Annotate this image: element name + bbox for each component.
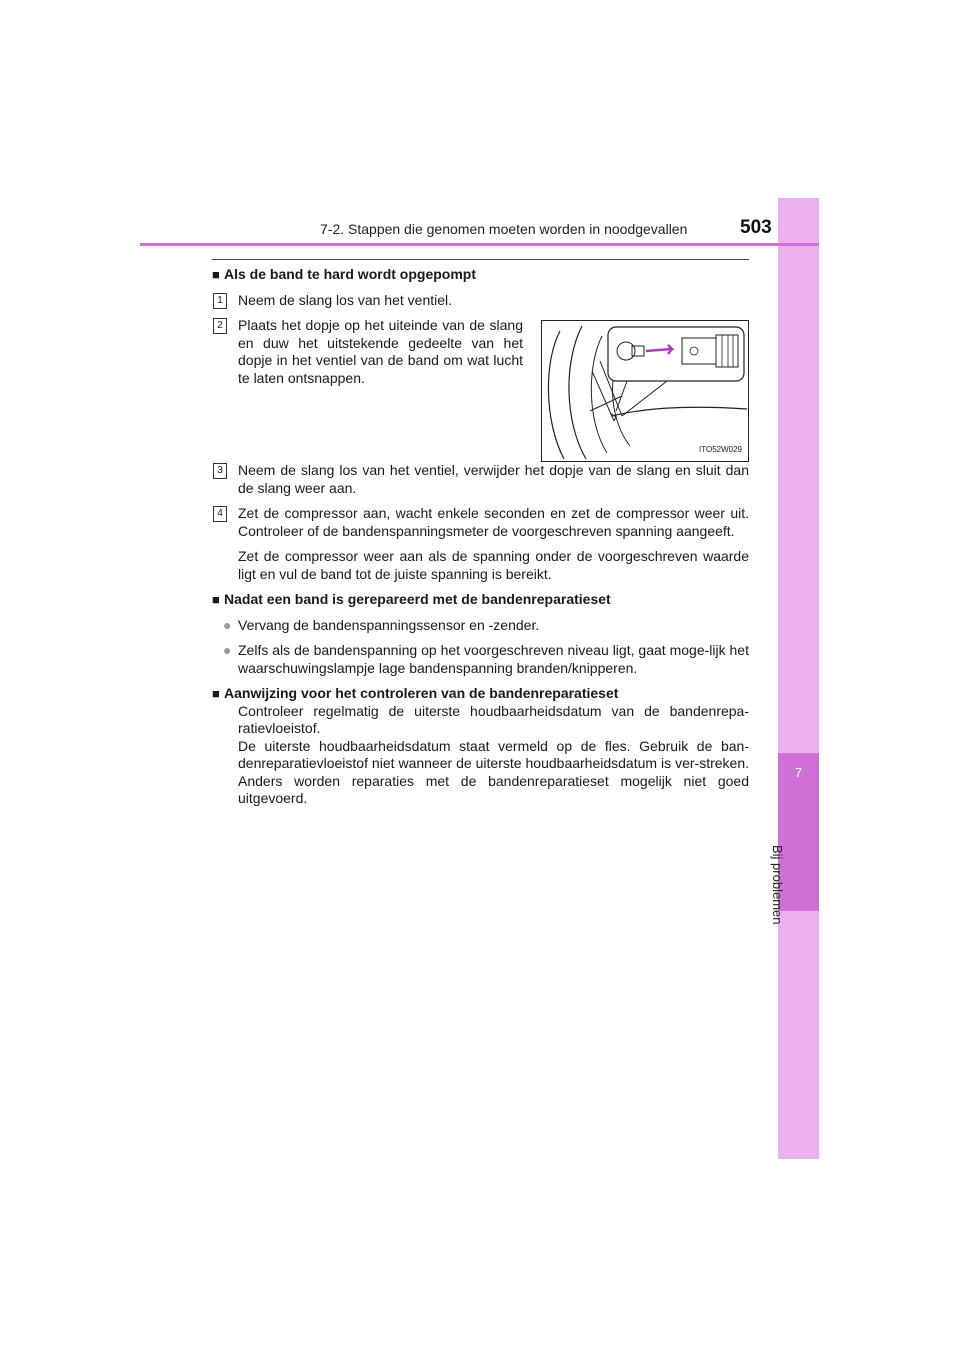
chapter-title: Bij problemen	[770, 845, 785, 925]
bullet-marker: ●	[223, 642, 232, 658]
step-text: Zet de compressor aan, wacht enkele seconden en zet de compressor weer uit. Controleer of de bandenspanningsmeter de voorgeschreven spanning aangeeft.	[238, 505, 749, 539]
step-4-extra: Zet de compressor weer aan als de spanning onder de voorgeschreven waarde ligt en vul de band tot de juiste spanning is bereikt.	[238, 548, 749, 582]
bullet-text: Zelfs als de bandenspanning op het voorgeschreven niveau ligt, gaat moge-lijk het waarschuwingslampje lage bandenspanning branden/knipperen.	[238, 642, 749, 676]
heading-marker: ■	[212, 267, 220, 282]
step-3	[212, 462, 749, 497]
step-text: Neem de slang los van het ventiel, verwijder het dopje van de slang en sluit dan de slang weer aan.	[238, 462, 749, 496]
heading-marker: ■	[212, 592, 220, 607]
check-kit-paragraph-1: Controleer regelmatig de uiterste houdbaarheidsdatum van de bandenrepa-ratievloeistof.	[238, 702, 749, 736]
step-number-badge: 2	[213, 318, 227, 334]
step-number-badge: 1	[213, 293, 227, 309]
page-content	[212, 266, 749, 816]
step-4	[212, 505, 749, 540]
step-number-badge: 3	[213, 463, 227, 479]
bullet-text: Vervang de bandenspanningssensor en -zender.	[238, 616, 540, 633]
figure-code: ITO52W029	[699, 444, 742, 454]
heading-text: Aanwijzing voor het controleren van de bandenreparatieset	[224, 685, 619, 701]
check-kit-paragraph-2: De uiterste houdbaarheidsdatum staat vermeld op de fles. Gebruik de ban-denreparatievloeistof niet wanneer de uiterste houdbaarheidsdatum is ver-streken. Anders worden reparaties met de bandenreparatieset mogelijk niet goed uitgevoerd.	[238, 737, 749, 806]
chapter-tab-bottom	[778, 911, 819, 1159]
section-heading-check-kit	[212, 685, 749, 703]
step-2-row	[212, 317, 749, 462]
header-divider	[140, 243, 819, 246]
step-text: Plaats het dopje op het uiteinde van de slang en duw het uitstekende gedeelte van het dopje in het ventiel van de band om wat lucht te laten ontsnappen.	[238, 317, 523, 386]
heading-text: Als de band te hard wordt opgepompt	[224, 266, 476, 282]
page-number: 503	[740, 217, 772, 238]
chapter-number: 7	[794, 765, 803, 780]
valve-illustration	[541, 320, 749, 462]
step-text: Neem de slang los van het ventiel.	[238, 291, 453, 308]
step-number-badge: 4	[213, 506, 227, 522]
bullet-marker: ●	[223, 616, 232, 633]
step-1	[212, 292, 749, 310]
bullet-item	[212, 642, 749, 677]
section-title: 7-2. Stappen die genomen moeten worden in noodgevallen	[320, 221, 688, 237]
heading-text: Nadat een band is gerepareerd met de bandenreparatieset	[224, 591, 611, 607]
content-rule	[212, 259, 749, 260]
step-2	[212, 317, 523, 454]
bullet-item	[212, 617, 749, 635]
section-heading-after-repair	[212, 591, 749, 609]
section-heading-overinflated	[212, 266, 749, 284]
chapter-tab-top	[778, 198, 819, 753]
heading-marker: ■	[212, 686, 220, 701]
